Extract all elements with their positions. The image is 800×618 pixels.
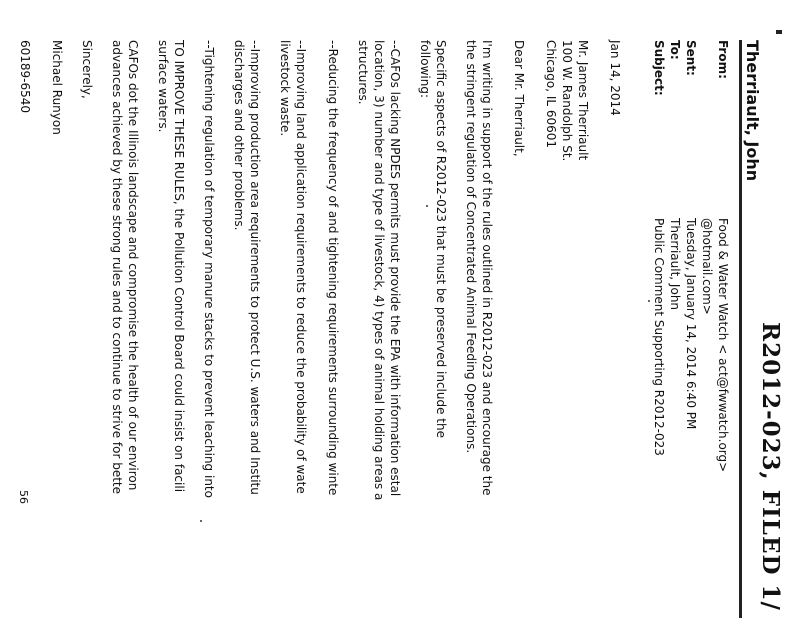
improve-line: surface waters.: [156, 40, 170, 133]
bullet-line: location, 3) number and type of livestock, 4) types of animal holding areas a: [372, 40, 386, 501]
closing-line: advances achieved by these strong rules and to continue to strive for bette: [110, 40, 124, 495]
to-value: Therriault, John: [668, 218, 682, 311]
page-number: 56: [17, 490, 30, 504]
to-label: To:: [668, 40, 682, 60]
bullet-line: --Improving land application requirements to reduce the probability of wate: [294, 40, 308, 494]
subject-value: Public Comment Supporting R2012-023: [652, 218, 666, 456]
sender-name: Therriault, John: [743, 40, 762, 182]
from-value-cont: @hotmail.com>: [700, 218, 714, 315]
bullet-line: --Improving production area requirements to protect U.S. waters and Institu: [248, 40, 262, 495]
scan-speck: [648, 300, 650, 302]
from-value: Food & Water Watch < act@fwwatch.org>: [716, 218, 730, 473]
bullet-line: discharges and other problems.: [232, 40, 246, 231]
intro-line: the stringent regulation of Concentrated Animal Feeding Operations.: [464, 40, 478, 454]
sent-value: Tuesday, January 14, 2014 6:40 PM: [684, 218, 698, 430]
specific-line: following:: [418, 40, 432, 98]
letter-date: Jan 14, 2014: [608, 40, 622, 116]
address-line: Mr. James Therriault: [576, 40, 590, 161]
address-line: Chicago, IL 60601: [544, 40, 558, 149]
from-label: From:: [716, 40, 730, 79]
signer-zip: 60189-6540: [18, 40, 32, 114]
intro-line: I'm writing in support of the rules outlined in R2012-023 and encourage the: [480, 40, 494, 496]
bullet-line: livestock waste.: [278, 40, 292, 137]
bullet-line: structures.: [356, 40, 370, 105]
bullet-line: --Reducing the frequency of and tightening requirements surrounding winte: [326, 40, 340, 496]
closing-line: CAFOs dot the Illinois landscape and compromise the health of our environ: [126, 40, 140, 491]
signoff: Sincerely,: [80, 40, 94, 99]
sent-label: Sent:: [684, 40, 698, 76]
bullet-line: --Tightening regulation of temporary manure stacks to prevent leaching into: [202, 40, 216, 498]
filing-stamp: R2012-023, FILED 1/: [757, 322, 784, 611]
bullet-line: --CAFOs lacking NPDES permits must provide the EPA with information estal: [388, 40, 402, 497]
subject-label: Subject:: [652, 40, 666, 96]
signer-name: Michael Runyon: [50, 40, 64, 135]
address-line: 100 W. Randolph St.: [560, 40, 574, 162]
scan-mark: [776, 30, 782, 34]
salutation: Dear Mr. Therriault,: [512, 40, 526, 157]
specific-line: Specific aspects of R2012-023 that must be preserved include the: [434, 40, 448, 439]
improve-line: TO IMPROVE THESE RULES, the Pollution Control Board could insist on facili: [172, 40, 186, 493]
scan-speck: [200, 520, 202, 522]
header-rule: [739, 40, 742, 618]
scan-speck: [426, 205, 428, 207]
